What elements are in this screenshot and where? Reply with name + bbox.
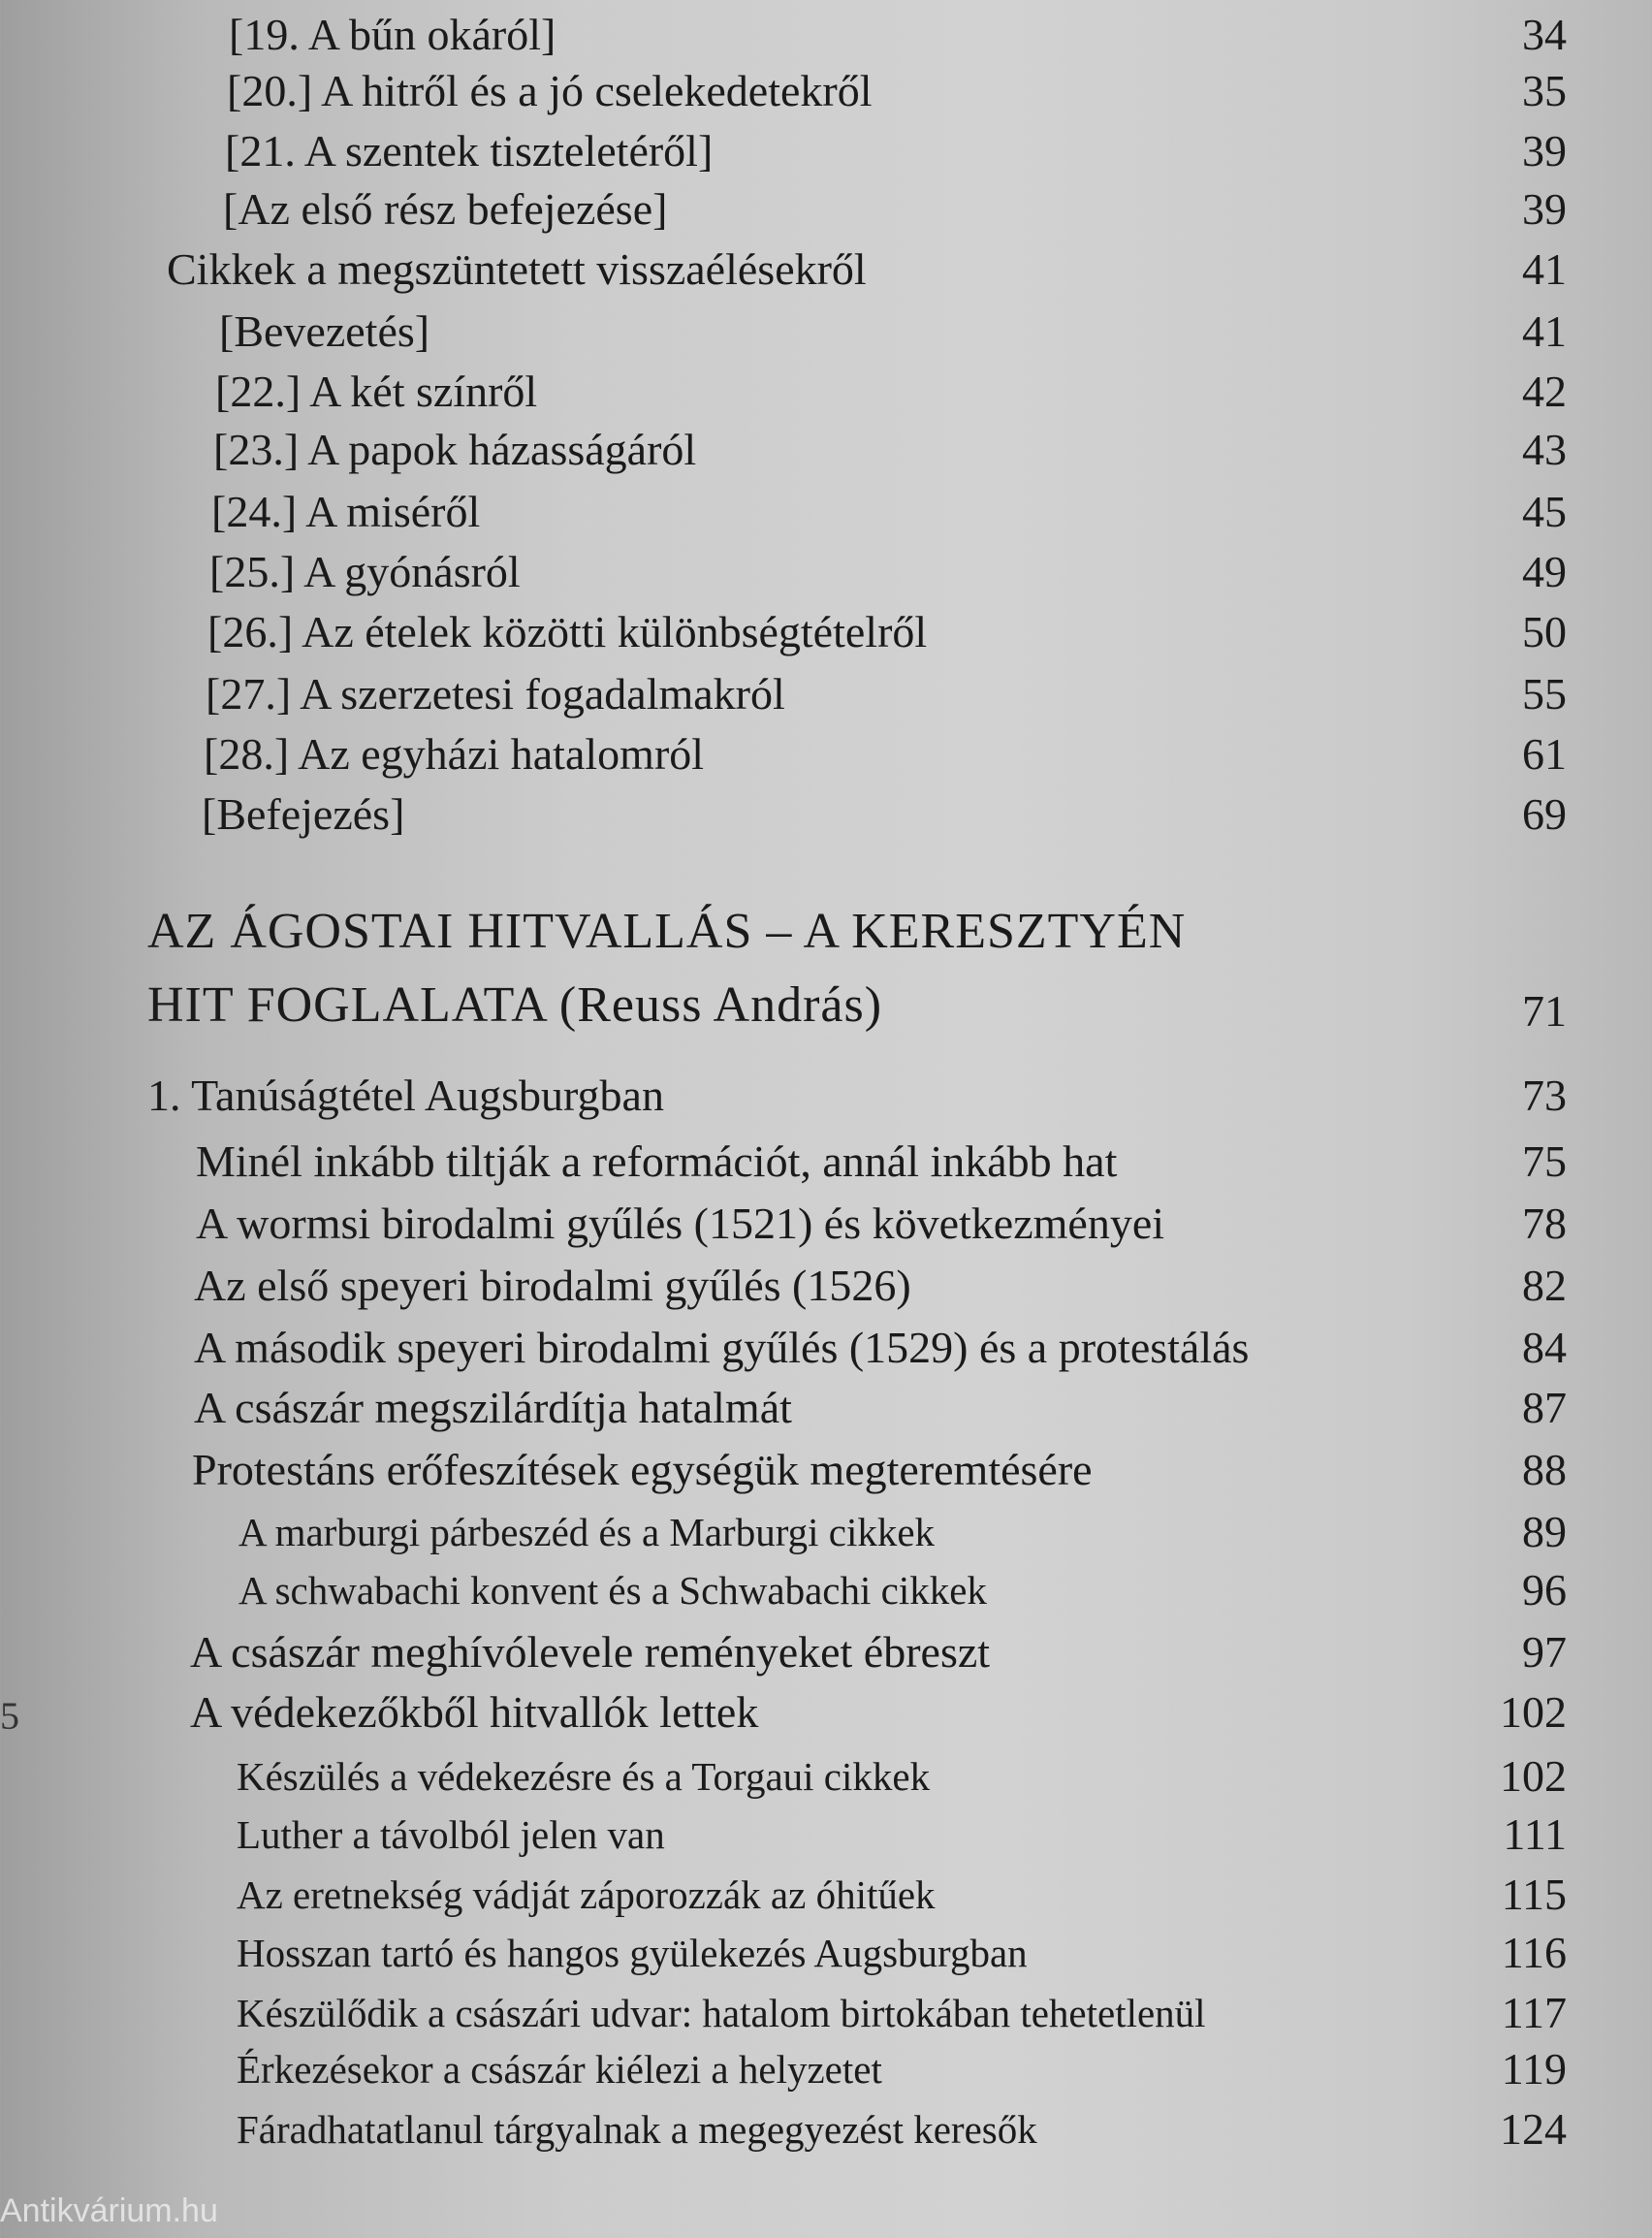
toc-entry-page: 50 [1522,607,1567,656]
toc-entry-page: 87 [1522,1383,1567,1432]
toc-entry-title: [25.] A gyónásról [209,547,521,596]
toc-entry-page: 41 [1522,244,1567,294]
toc-entry-title: [Az első rész befejezése] [223,184,668,234]
toc-entry [0,485,1652,539]
toc-entry [0,304,1652,359]
toc-entry-page: 97 [1522,1627,1567,1677]
toc-entry [0,1685,1652,1740]
toc-entry [0,1135,1652,1189]
toc-entry-page: 75 [1522,1136,1567,1186]
toc-entry-chapter [0,1069,1652,1123]
toc-entry-page: 111 [1503,1809,1567,1859]
toc-entry-title: Készülődik a császári udvar: hatalom birtokában tehetetlenül [237,1991,1206,2035]
toc-entry-title: [28.] Az egyházi hatalomról [204,729,705,779]
toc-entry-page: 119 [1501,2044,1567,2094]
toc-entry [0,605,1652,659]
toc-entry-page: 102 [1500,1687,1567,1737]
toc-entry [0,8,1652,62]
toc-entry [0,787,1652,842]
toc-entry [0,1259,1652,1313]
toc-entry-page: 115 [1501,1870,1567,1919]
toc-entry-title: A második speyeri birodalmi gyűlés (1529) és a protestálás [194,1323,1250,1372]
toc-entry-title: A schwabachi konvent és a Schwabachi cikkek [238,1568,987,1613]
toc-entry [0,1443,1652,1497]
toc-entry [0,365,1652,419]
toc-entry-title: [Bevezetés] [219,306,430,356]
toc-entry-page: 88 [1522,1445,1567,1494]
toc-entry [0,1807,1652,1862]
toc-entry-page: 116 [1501,1928,1567,1977]
toc-entry [0,1926,1652,1980]
toc-entry [0,2042,1652,2096]
toc-entry [0,667,1652,721]
toc-entry-section [0,242,1652,297]
toc-entry [0,182,1652,237]
toc-entry [0,545,1652,599]
toc-entry [0,1868,1652,1922]
toc-entry-page: 45 [1522,487,1567,536]
toc-entry-page: 39 [1522,184,1567,234]
toc-entry-title: Hosszan tartó és hangos gyülekezés Augsburgban [237,1931,1028,1975]
toc-entry [0,1749,1652,1804]
toc-entry-page: 102 [1500,1751,1567,1801]
toc-entry-title: [Befejezés] [202,789,405,839]
toc-entry-title: [26.] Az ételek közötti különbségtételről [207,607,928,656]
margin-page-fragment: 5 [0,1694,19,1738]
toc-entry-page: 49 [1522,547,1567,596]
toc-entry-page: 73 [1522,1071,1567,1120]
toc-entry-title: Az eretnekség vádját záporozzák az óhitűek [237,1872,936,1917]
toc-entry [0,1625,1652,1679]
toc-entry-title: A császár meghívólevele reményeket ébreszt [190,1627,991,1677]
toc-entry [0,1563,1652,1617]
toc-entry-page: 78 [1522,1199,1567,1248]
toc-entry [0,727,1652,782]
toc-entry-page: 84 [1522,1323,1567,1372]
toc-entry-page: 35 [1522,66,1567,115]
toc-entry [0,1505,1652,1559]
toc-entry [0,1381,1652,1435]
toc-entry-page: 41 [1522,306,1567,356]
toc-entry-page: 117 [1501,1988,1567,2037]
toc-entry-page: 55 [1522,669,1567,719]
toc-entry-title: [19. A bűn okáról] [229,10,556,59]
section-heading-line2: HIT FOGLALATA (Reuss András) [147,977,883,1033]
toc-entry-title: 1. Tanúságtétel Augsburgban [147,1071,664,1120]
toc-entry-title: A védekezőkből hitvallók lettek [190,1687,759,1737]
toc-entry-page: 34 [1522,10,1567,59]
toc-entry-page: 89 [1522,1507,1567,1556]
toc-entry-page: 124 [1500,2104,1567,2154]
toc-entry [0,1986,1652,2040]
toc-entry-title: Készülés a védekezésre és a Torgaui cikkek [237,1754,931,1799]
toc-entry-title: Luther a távolból jelen van [237,1812,665,1857]
toc-entry [0,2102,1652,2157]
toc-entry [0,124,1652,178]
toc-entry-title: [23.] A papok házasságáról [213,425,697,474]
toc-entry-title: Az első speyeri birodalmi gyűlés (1526) [194,1261,911,1310]
section-heading-page: 71 [1522,986,1567,1036]
toc-entry-title: Fáradhatatlanul tárgyalnak a megegyezést keresők [237,2107,1037,2152]
watermark-text: Antikvárium.hu [0,2192,218,2229]
toc-entry [0,423,1652,477]
toc-entry-page: 69 [1522,789,1567,839]
toc-entry-page: 61 [1522,729,1567,779]
toc-entry-page: 43 [1522,425,1567,474]
toc-entry-title: [24.] A miséről [211,487,481,536]
toc-entry-title: [27.] A szerzetesi fogadalmakról [206,669,785,719]
toc-entry-title: [21. A szentek tiszteletéről] [225,126,714,176]
toc-entry-title: A wormsi birodalmi gyűlés (1521) és következményei [196,1199,1165,1248]
toc-entry-page: 96 [1522,1565,1567,1615]
toc-entry [0,1197,1652,1251]
toc-entry [0,64,1652,118]
toc-entry [0,1321,1652,1375]
toc-entry-title: A marburgi párbeszéd és a Marburgi cikkek [238,1510,936,1554]
section-heading-line1: AZ ÁGOSTAI HITVALLÁS – A KERESZTYÉN [147,904,1187,959]
toc-entry-page: 39 [1522,126,1567,176]
toc-entry-title: Protestáns erőfeszítések egységük megteremtésére [192,1445,1093,1494]
toc-entry-page: 82 [1522,1261,1567,1310]
toc-entry-title: Minél inkább tiltják a reformációt, annál inkább hat [196,1136,1118,1186]
toc-entry-title: [22.] A két színről [215,367,538,416]
toc-entry-page: 42 [1522,367,1567,416]
toc-entry-title: Cikkek a megszüntetett visszaélésekről [167,244,867,294]
toc-entry-title: A császár megszilárdítja hatalmát [194,1383,792,1432]
toc-entry-title: Érkezésekor a császár kiélezi a helyzetet [237,2047,882,2092]
toc-entry-title: [20.] A hitről és a jó cselekedetekről [227,66,873,115]
